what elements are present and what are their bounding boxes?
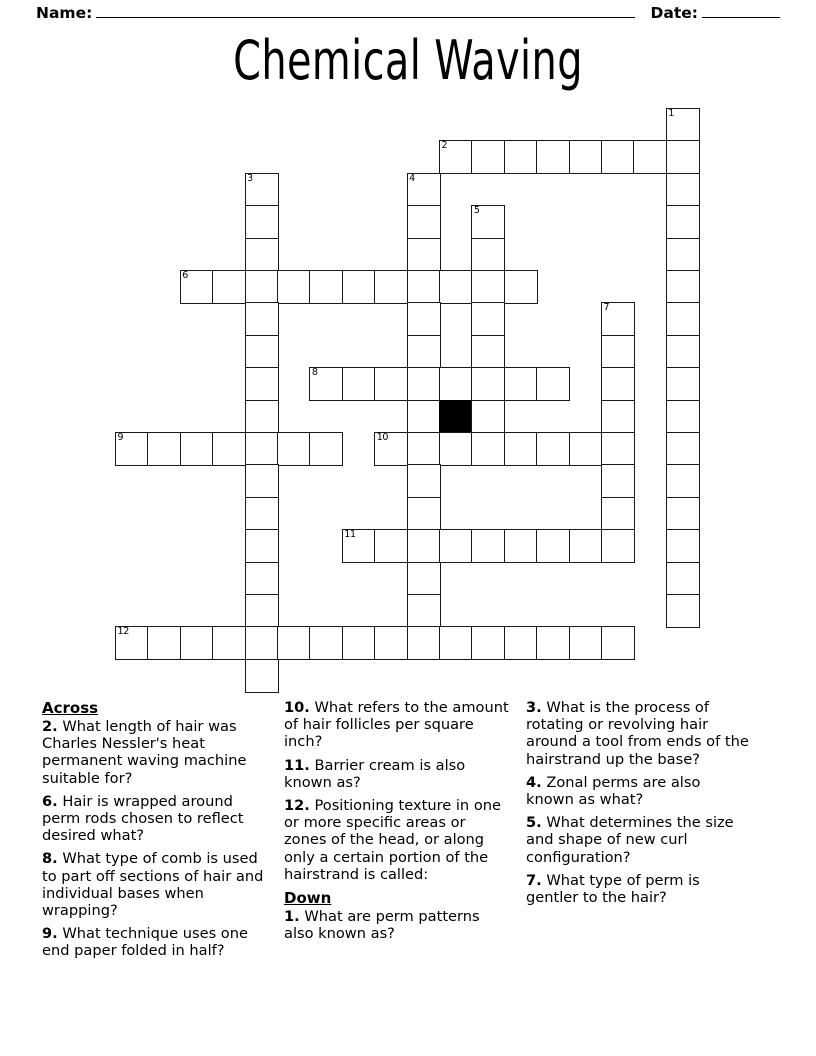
grid-cell[interactable] xyxy=(245,464,279,498)
grid-cell[interactable] xyxy=(601,432,635,466)
grid-cell[interactable] xyxy=(374,529,408,563)
grid-cell[interactable] xyxy=(601,626,635,660)
clue-across-8 xyxy=(42,850,268,919)
grid-cell[interactable] xyxy=(471,400,505,434)
grid-cell[interactable] xyxy=(504,432,538,466)
grid-cell[interactable] xyxy=(536,529,570,563)
grid-cell[interactable] xyxy=(342,270,376,304)
clue-number: 11. xyxy=(284,756,310,774)
clue-down-1 xyxy=(284,908,510,942)
grid-cell[interactable] xyxy=(471,367,505,401)
grid-cell-number: 4 xyxy=(409,172,415,184)
grid-cell[interactable] xyxy=(439,140,473,174)
grid-cell[interactable] xyxy=(471,432,505,466)
grid-cell[interactable] xyxy=(407,205,441,239)
grid-cell[interactable] xyxy=(407,173,441,207)
grid-cell[interactable] xyxy=(439,626,473,660)
date-write-in-rule[interactable] xyxy=(702,5,780,18)
grid-cell[interactable] xyxy=(245,594,279,628)
grid-cell[interactable] xyxy=(245,173,279,207)
clue-text: Barrier cream is also known as? xyxy=(284,756,466,791)
grid-cell[interactable] xyxy=(309,270,343,304)
grid-cell[interactable] xyxy=(180,626,214,660)
grid-cell-number: 1 xyxy=(668,108,675,119)
grid-cell[interactable] xyxy=(666,108,700,142)
grid-cell[interactable] xyxy=(504,626,538,660)
down-heading: Down xyxy=(284,889,332,908)
grid-cell[interactable] xyxy=(536,140,570,174)
grid-cell[interactable] xyxy=(504,367,538,401)
grid-cell[interactable] xyxy=(601,529,635,563)
grid-cell[interactable] xyxy=(569,432,603,466)
grid-cell[interactable] xyxy=(666,594,700,628)
grid-cell[interactable] xyxy=(147,432,181,466)
grid-cell[interactable] xyxy=(309,626,343,660)
header-name-date-line xyxy=(36,4,780,26)
grid-cell[interactable] xyxy=(245,238,279,272)
grid-cell[interactable] xyxy=(666,173,700,207)
grid-cell-number: 12 xyxy=(117,626,129,638)
grid-cell[interactable] xyxy=(245,400,279,434)
grid-cell[interactable] xyxy=(407,529,441,563)
grid-cell[interactable] xyxy=(212,432,246,466)
clue-column-2 xyxy=(284,699,524,948)
grid-cell[interactable] xyxy=(536,626,570,660)
grid-cell[interactable] xyxy=(666,302,700,336)
grid-cell[interactable] xyxy=(245,302,279,336)
clue-across-6 xyxy=(42,793,268,845)
grid-cell[interactable] xyxy=(601,302,635,336)
grid-cell[interactable] xyxy=(374,367,408,401)
grid-cell[interactable] xyxy=(180,270,214,304)
grid-cell-number: 3 xyxy=(247,172,253,184)
grid-cell-number: 10 xyxy=(376,432,389,443)
grid-cell[interactable] xyxy=(277,270,311,304)
clue-text: Hair is wrapped around perm rods chosen to reflect desired what? xyxy=(42,792,244,845)
clue-down-3 xyxy=(526,699,752,768)
grid-cell[interactable] xyxy=(439,432,473,466)
clue-number: 3. xyxy=(526,699,542,716)
grid-cell[interactable] xyxy=(601,140,635,174)
grid-cell[interactable] xyxy=(115,432,149,466)
grid-cell[interactable] xyxy=(342,367,376,401)
grid-cell[interactable] xyxy=(471,302,505,336)
grid-cell[interactable] xyxy=(407,497,441,531)
clue-column-3 xyxy=(526,699,766,912)
clue-text: What are perm patterns also known as? xyxy=(284,908,480,943)
date-label: Date: xyxy=(650,4,698,22)
grid-cell[interactable] xyxy=(115,626,149,660)
grid-cell[interactable] xyxy=(245,367,279,401)
grid-cell-number: 9 xyxy=(117,432,124,443)
grid-cell[interactable] xyxy=(471,205,505,239)
grid-cell-number: 5 xyxy=(473,205,480,217)
clue-text: What is the process of rotating or revolving hair around a tool from ends of the hairstrand up the base? xyxy=(526,699,749,768)
grid-cell[interactable] xyxy=(439,529,473,563)
grid-cell[interactable] xyxy=(471,238,505,272)
grid-cell[interactable] xyxy=(666,367,700,401)
clue-down-4 xyxy=(526,774,752,808)
grid-cell[interactable] xyxy=(407,238,441,272)
grid-cell[interactable] xyxy=(666,205,700,239)
clue-across-9 xyxy=(42,925,268,959)
grid-cell[interactable] xyxy=(666,335,700,369)
clue-across-2 xyxy=(42,718,268,787)
across-heading: Across xyxy=(42,699,99,717)
grid-cell[interactable] xyxy=(245,497,279,531)
grid-cell[interactable] xyxy=(504,529,538,563)
grid-cell[interactable] xyxy=(407,400,441,434)
grid-block-cell xyxy=(439,400,473,434)
grid-cell[interactable] xyxy=(245,335,279,369)
clue-text: What type of comb is used to part off sections of hair and individual bases when wrapping? xyxy=(42,850,264,920)
grid-cell[interactable] xyxy=(666,270,700,304)
clue-number: 6. xyxy=(42,792,58,810)
grid-cell[interactable] xyxy=(374,270,408,304)
clue-across-11 xyxy=(284,757,510,791)
grid-cell[interactable] xyxy=(245,205,279,239)
grid-cell[interactable] xyxy=(407,335,441,369)
clue-text: What type of perm is gentler to the hair? xyxy=(526,871,700,907)
grid-cell[interactable] xyxy=(407,464,441,498)
grid-cell[interactable] xyxy=(471,335,505,369)
grid-cell[interactable] xyxy=(601,367,635,401)
clue-number: 2. xyxy=(42,718,58,735)
grid-cell[interactable] xyxy=(601,497,635,531)
grid-cell[interactable] xyxy=(407,594,441,628)
grid-cell[interactable] xyxy=(666,562,700,596)
grid-cell[interactable] xyxy=(245,270,279,304)
clue-number: 7. xyxy=(526,871,542,889)
grid-cell[interactable] xyxy=(245,562,279,596)
clue-across-10 xyxy=(284,699,510,751)
name-label: Name: xyxy=(36,4,93,22)
grid-cell[interactable] xyxy=(666,529,700,563)
clue-number: 1. xyxy=(284,908,300,926)
clue-text: What technique uses one end paper folded in half? xyxy=(42,925,248,960)
grid-cell[interactable] xyxy=(666,497,700,531)
clue-number: 10. xyxy=(284,699,310,716)
clue-number: 4. xyxy=(526,773,542,791)
grid-cell[interactable] xyxy=(212,270,246,304)
grid-cell[interactable] xyxy=(633,140,667,174)
clue-number: 5. xyxy=(526,814,542,832)
grid-cell[interactable] xyxy=(666,238,700,272)
grid-cell[interactable] xyxy=(407,432,441,466)
grid-cell[interactable] xyxy=(666,140,700,174)
grid-cell[interactable] xyxy=(180,432,214,466)
grid-cell[interactable] xyxy=(212,626,246,660)
grid-cell[interactable] xyxy=(309,432,343,466)
clue-number: 8. xyxy=(42,850,58,868)
grid-cell[interactable] xyxy=(342,626,376,660)
clue-number: 12. xyxy=(284,797,310,815)
clue-down-5 xyxy=(526,814,752,866)
grid-cell[interactable] xyxy=(407,626,441,660)
grid-cell[interactable] xyxy=(569,140,603,174)
page-title: Chemical Waving xyxy=(233,29,583,92)
grid-cell[interactable] xyxy=(666,432,700,466)
grid-cell[interactable] xyxy=(569,626,603,660)
clue-text: What determines the size and shape of new curl configuration? xyxy=(526,814,734,866)
grid-cell-number: 11 xyxy=(344,529,356,541)
grid-cell[interactable] xyxy=(666,400,700,434)
grid-cell[interactable] xyxy=(407,270,441,304)
grid-cell[interactable] xyxy=(471,140,505,174)
grid-cell[interactable] xyxy=(504,140,538,174)
grid-cell[interactable] xyxy=(536,432,570,466)
grid-cell[interactable] xyxy=(439,270,473,304)
grid-cell[interactable] xyxy=(471,626,505,660)
grid-cell[interactable] xyxy=(504,270,538,304)
clue-column-1 xyxy=(42,699,282,966)
grid-cell[interactable] xyxy=(407,302,441,336)
grid-cell[interactable] xyxy=(407,562,441,596)
grid-cell[interactable] xyxy=(374,432,408,466)
grid-cell[interactable] xyxy=(245,432,279,466)
grid-cell[interactable] xyxy=(439,367,473,401)
grid-cell-number: 6 xyxy=(182,270,189,281)
name-write-in-rule[interactable] xyxy=(96,5,634,18)
grid-cell[interactable] xyxy=(407,367,441,401)
grid-cell[interactable] xyxy=(277,626,311,660)
grid-cell[interactable] xyxy=(147,626,181,660)
grid-cell[interactable] xyxy=(245,626,279,660)
grid-cell[interactable] xyxy=(342,529,376,563)
grid-cell[interactable] xyxy=(245,529,279,563)
grid-cell-number: 8 xyxy=(311,367,318,379)
grid-cell-number: 2 xyxy=(441,140,448,152)
clue-across-12 xyxy=(284,797,510,883)
grid-cell[interactable] xyxy=(601,464,635,498)
grid-cell[interactable] xyxy=(666,464,700,498)
grid-cell[interactable] xyxy=(309,367,343,401)
clue-area xyxy=(42,699,778,966)
grid-cell[interactable] xyxy=(374,626,408,660)
grid-cell[interactable] xyxy=(277,432,311,466)
grid-cell[interactable] xyxy=(245,659,279,693)
clue-down-7 xyxy=(526,872,752,906)
grid-cell[interactable] xyxy=(569,529,603,563)
clue-text: What refers to the amount of hair follicles per square inch? xyxy=(284,699,509,751)
grid-cell[interactable] xyxy=(471,529,505,563)
clue-number: 9. xyxy=(42,925,58,943)
grid-cell[interactable] xyxy=(471,270,505,304)
clue-text: Zonal perms are also known as what? xyxy=(526,773,701,809)
grid-cell[interactable] xyxy=(601,335,635,369)
clue-text: Positioning texture in one or more specific areas or zones of the head, or along only a certain portion of the hairstrand is called: xyxy=(284,797,501,883)
grid-cell[interactable] xyxy=(536,367,570,401)
grid-cell[interactable] xyxy=(601,400,635,434)
grid-cell-number: 7 xyxy=(603,302,610,314)
clue-text: What length of hair was Charles Nessler's heat permanent waving machine suitable for? xyxy=(42,718,247,787)
